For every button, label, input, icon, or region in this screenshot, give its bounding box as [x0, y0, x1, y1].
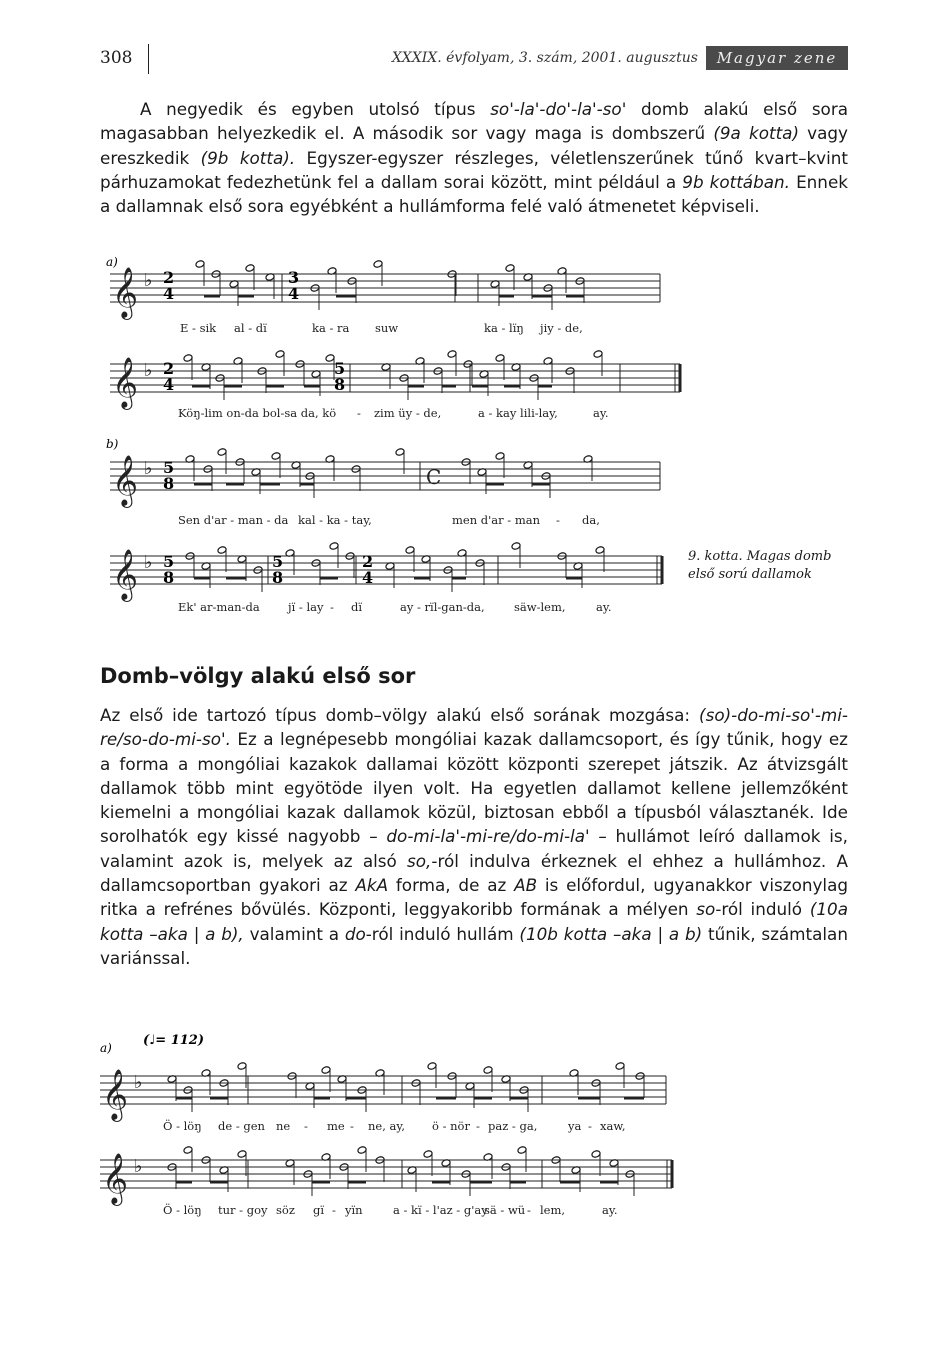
lyric: -	[304, 1119, 308, 1133]
lyric: sä - wü	[484, 1203, 526, 1217]
paragraph-intro: A negyedik és egyben utolsó típus so'-la'-do'-la'-so' domb alakú első sora magasabban helyezkedik el. A második sor vagy maga is dombszerű (9a kotta) vagy ereszkedik (9b kotta). Egyszer-egyszer részleges, véletlenszerűnek tűnő kvart–kvint párhuzamokat fedezhetünk fel a dallam sorai között, mint például a 9b kottában. Ennek a dallamnak első sora egyébként a hullámforma felé való átmenetet képviseli.	[100, 99, 849, 217]
note-head	[423, 1150, 433, 1159]
time-sig-num: 2	[163, 268, 175, 287]
note-head	[483, 1066, 493, 1075]
time-sig-den: 4	[163, 284, 175, 303]
flat-icon: ♭	[144, 458, 153, 479]
flat-icon: ♭	[144, 270, 153, 291]
time-sig-den: 8	[163, 568, 175, 587]
lyric: de - gen	[218, 1119, 265, 1133]
note-head	[615, 1062, 625, 1071]
section-heading: Domb–völgy alakú első sor	[100, 664, 416, 688]
lyric: ay.	[593, 406, 609, 420]
time-sig-den: 8	[163, 474, 175, 493]
time-sig-num: 5	[163, 552, 175, 571]
page-number: 308	[100, 48, 133, 68]
lyric: ka - ra	[312, 321, 350, 335]
lyric: Ö - löŋ	[163, 1119, 202, 1133]
note-head	[505, 264, 515, 273]
lyric: a - kï - l'az - g'ay	[393, 1203, 488, 1217]
note-head	[511, 542, 521, 551]
note-head	[495, 452, 505, 461]
time-sig-num: 2	[163, 359, 175, 378]
note-head	[271, 452, 281, 461]
lyric: ka - lïŋ	[484, 321, 524, 335]
note-head	[405, 546, 415, 555]
lyric: -	[357, 406, 361, 420]
note-head	[357, 1146, 367, 1155]
note-head	[517, 1146, 527, 1155]
lyric: -	[476, 1119, 480, 1133]
lyric: lem,	[540, 1203, 566, 1217]
lyric: -	[527, 1203, 531, 1217]
figure-caption: 9. kotta. Magas domb első sorú dallamok	[688, 549, 832, 582]
lyric: dï	[351, 600, 363, 614]
lyric: suw	[375, 321, 399, 335]
lyric: zim üy - de,	[374, 406, 442, 420]
lyric: ö - nör	[432, 1119, 470, 1133]
lyric: a - kay lili-lay,	[478, 406, 558, 420]
note-head	[217, 448, 227, 457]
lyric: Köŋ-lim on-da bol-sa da, kö	[178, 406, 337, 420]
lyric: jï - lay	[288, 600, 324, 614]
lyric: yïn	[345, 1203, 363, 1217]
tempo-marking: (♩= 112)	[143, 1033, 204, 1048]
flat-icon: ♭	[134, 1072, 143, 1093]
lyric: -	[556, 513, 560, 527]
time-sig-den: 8	[272, 568, 284, 587]
note-head	[593, 350, 603, 359]
lyric: me	[327, 1119, 345, 1133]
time-sig-den: 4	[288, 284, 300, 303]
lyric: ne, ay,	[368, 1119, 406, 1133]
lyric: -	[588, 1119, 592, 1133]
note-head	[183, 354, 193, 363]
note-head	[321, 1066, 331, 1075]
time-sig-num: 5	[163, 458, 175, 477]
lyric: xaw,	[600, 1119, 626, 1133]
flat-icon: ♭	[144, 552, 153, 573]
example-label-a: a)	[106, 255, 118, 269]
lyric: Ö - löŋ	[163, 1203, 202, 1217]
lyric: söz	[276, 1203, 295, 1217]
treble-clef-icon: 𝄞	[112, 455, 139, 506]
note-head	[427, 1062, 437, 1071]
treble-clef-icon: 𝄞	[112, 549, 139, 600]
time-sig-num: 5	[334, 359, 346, 378]
note-head	[373, 260, 383, 269]
lyric: ay.	[596, 600, 612, 614]
lyric: ay - rïl-gan-da,	[400, 600, 485, 614]
note-head	[447, 350, 457, 359]
paragraph-domb-volgy: Az első ide tartozó típus domb–völgy alakú első sorának mozgása: (so)-do-mi-so'-mi-re/so-do-mi-so'. Ez a legnépesebb mongóliai kazak dallamcsoport, és így tűnik, hogy ez a forma a mongóliai kazakok dallamai között központi szerepet játszik. Az átvizsgált dallamok több mint egyötöde ilyen volt. Ha egyetlen dallamot kellene jellemzőként kiemelni a mongóliai kazak dallamok közül, biztosan ebből a típusból választanék. Ide sorolhatók egy kissé nagyobb – do-mi-la'-mi-re/do-mi-la' – hullámot leíró dallamok is, valamint azok is, melyek az alsó so,-ról indulva érkeznek el ehhez a hullámhoz. A dallamcsoportban gyakori az AkA forma, de az AB is előfordul, ugyanakkor viszonylag ritka a refrénes bővülés. Központi, leggyakoribb formának a mélyen so-ról induló (10a kotta –aka | a b), valamint a do-ról induló hullám (10b kotta –aka | a b) tűnik, számtalan variánssal.	[100, 705, 849, 968]
time-sig-den: 4	[163, 375, 175, 394]
common-time-icon: C	[426, 465, 442, 489]
time-sig-num: 2	[362, 552, 374, 571]
lyric: gï	[313, 1203, 325, 1217]
note-head	[237, 1150, 247, 1159]
flat-icon: ♭	[144, 360, 153, 381]
lyric: Sen d'ar - man - da	[178, 513, 289, 527]
lyric: al - dï	[234, 321, 267, 335]
time-sig-den: 8	[334, 375, 346, 394]
note-head	[245, 264, 255, 273]
journal-info: XXXIX. évfolyam, 3. szám, 2001. augusztus	[391, 50, 698, 66]
note-head	[329, 542, 339, 551]
lyric: jiy - de,	[540, 321, 583, 335]
lyric: da,	[582, 513, 600, 527]
section-badge: Magyar zene	[706, 46, 848, 70]
note-head	[275, 350, 285, 359]
treble-clef-icon: 𝄞	[112, 267, 139, 318]
lyric: -	[332, 1203, 336, 1217]
lyric: tur - goy	[218, 1203, 268, 1217]
note-head	[395, 448, 405, 457]
lyric: -	[350, 1119, 354, 1133]
time-sig-den: 4	[362, 568, 374, 587]
note-head	[183, 1146, 193, 1155]
treble-clef-icon: 𝄞	[112, 357, 139, 408]
note-head	[237, 1062, 247, 1071]
lyric: E - sik	[180, 321, 217, 335]
note-head	[195, 260, 205, 269]
note-head	[595, 546, 605, 555]
note-head	[217, 546, 227, 555]
lyric: ne	[276, 1119, 291, 1133]
time-sig-num: 5	[272, 552, 284, 571]
example-label-b: b)	[106, 437, 119, 451]
treble-clef-icon: 𝄞	[102, 1153, 129, 1204]
lyric: -	[330, 600, 334, 614]
lyric: kal - ka - tay,	[298, 513, 372, 527]
flat-icon: ♭	[134, 1156, 143, 1177]
lyric: Ek' ar-man-da	[178, 600, 260, 614]
lyric: paz - ga,	[488, 1119, 538, 1133]
lyric: men d'ar - man	[452, 513, 541, 527]
note-head	[495, 354, 505, 363]
lyric: ay.	[602, 1203, 618, 1217]
lyric: ya	[568, 1119, 582, 1133]
treble-clef-icon: 𝄞	[102, 1069, 129, 1120]
example10-label-a: a)	[100, 1041, 112, 1055]
time-sig-num: 3	[288, 268, 300, 287]
note-head	[591, 1150, 601, 1159]
lyric: säw-lem,	[514, 600, 566, 614]
